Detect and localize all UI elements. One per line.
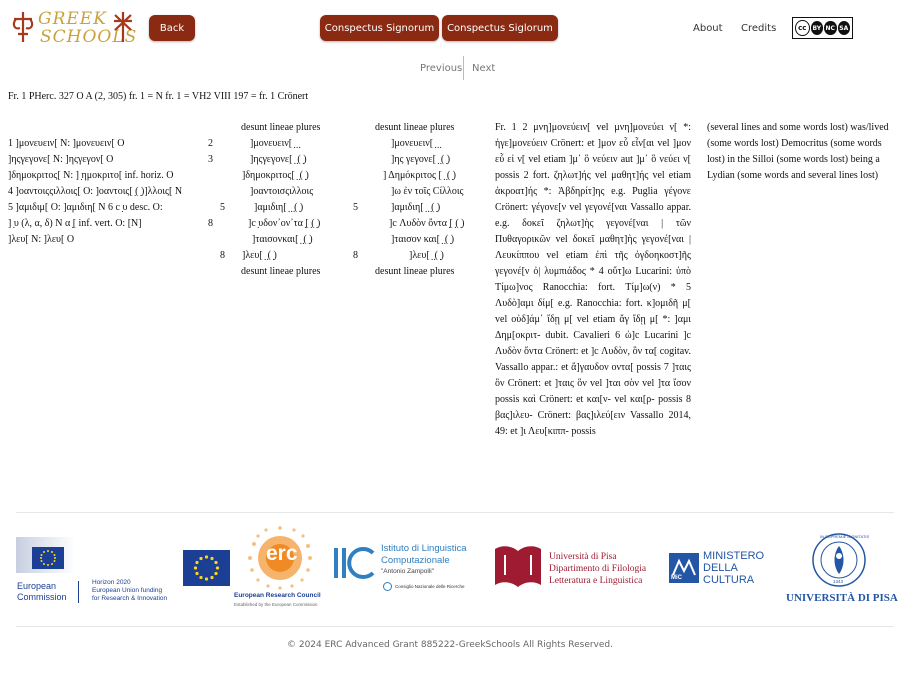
horizon-line3: for Research & Innovation (92, 595, 168, 602)
translation-text: (several lines and some words lost) was/lived (some words lost) Democritus (some words lost) in the Silloi (some words lost) being a Lydian (some words and several lines lost) (707, 122, 889, 181)
eu-flag-icon (32, 547, 64, 569)
col2-line: ]μονευειν[ ̣ ̣ ̣ (250, 138, 300, 149)
mic-line2: DELLA (703, 562, 738, 574)
eu-flag-large-icon (183, 550, 230, 586)
col3-line: ]ης γεγονε[ ̣ ̣( ̣) (391, 154, 451, 165)
cnr-label: Consiglio Nazionale delle Ricerche (395, 584, 465, 589)
unipi-dept-line3: Letteratura e Linguistica (549, 576, 643, 586)
pager-divider (463, 56, 464, 80)
transcription-column-2 (220, 120, 345, 280)
col2-header: desunt lineae plures (241, 122, 321, 133)
nc-icon: NC (824, 21, 837, 35)
col3-line: ]ταισον και[ ̣ ̣( ̣) (391, 234, 455, 245)
logo-line1: GREEK (38, 9, 107, 29)
col2-line: ]λευ[ ̣ ̣( ̣) (242, 250, 277, 261)
cc-license-badge[interactable] (792, 17, 853, 39)
cnr-icon (383, 582, 392, 591)
col1-line: ]λευ[ N: ]λευ[ O (8, 234, 75, 245)
col1-line: ] ̣υ (λ, α, δ) N α ̣[ inf. vert. O: [N] 8 (8, 218, 213, 229)
logo-emblem-icon (10, 10, 36, 44)
next-link[interactable]: Next (472, 63, 496, 74)
col3-num-5: 5 (353, 202, 358, 213)
ilc-line2: Computazionale (381, 555, 450, 566)
col3-footer: desunt lineae plures (375, 266, 455, 277)
ec-name-line2: Commission (17, 592, 67, 602)
erc-name: European Research Council (234, 592, 321, 599)
ilc-line3: "Antonio Zampolli" (381, 568, 435, 575)
col2-line: ]ταισονκαι[ ̣ ̣( ̣) (252, 234, 313, 245)
col1-line: ]δημοκριτος[ N: ] ̣ημοκριτο[ inf. horiz. O (8, 170, 174, 181)
ec-name-line1: European (17, 581, 57, 591)
col1-line: 5 ]αμιδιμ[ O: ]αμιδιη[ N 6 c ̣υ desc. O: (8, 202, 163, 213)
critical-apparatus: Fr. 1 2 μνη]μονεύειν[ vel μνη]μονεύει ν[ *: ἠγε]μονεύειν Crönert: et ]μον εὖ εἶν[αι vel ]μον εὖ εἰ ν[ vel etiam ]μ᾽ ὃ νεύειν aut ]μ᾽ ὃ νεύει ν[ possis 2 fort. ζηλωτ]ής vel μαθητ]ής vel etiam ἀκροατ]ής *: Ἀβδηρίτ]ης e.g. Puglia γέγονε Crönert: γέγονε[ν vel γεγονέ[ναι Vassallo appar. e.g. δοκεῖ ζηλωτ]ὴς γεγονέ[ναι | τῶν Πυθαγορικῶν vel δοκεῖ μαθητ]ὴς γεγονέ[ναι | Λευκίππου vel etiam ἐπὶ τῆς ὀγδοηκοστ]ῆς γεγονέ[ν ὀ| λυμπιάδος * 4 οὕτ]ω Lucarini: ὑπὸ Τίμω]νος Ranocchia: fort. Τίμ]ω(ν) * 5 Λυδὸ]αμι δίμ[ e.g. Ranocchia: fort. κ]ομιδῆ μ[ vel οὐδ]άμ᾽ ἴδῃ μ[ vel etiam ἄγ ἴδῃ μ[ *: ]αμι Δημ[οκριτ- dubit. Cavalieri 6 ὠ]c Lucarini ]c Λυδὸν ὄντα Crönert: et ]c Λυδὸν, ὃν τα[ cogitav. Vassallo appar.: et ἄ]γαυδον οντα[ possis 7 ]ταις ὃν Crönert: et ]ταις ὃν vel ]ται σὸν vel ]τα ἴσον possis καὶ Crönert: et και[ν- vel και[ρ- possis 8 βας]ιλευ- Crönert: βας]ιλεύ[ειν Vassallo 2014, 49: et ]ι Λευ[κιππ- possis (495, 122, 691, 437)
unipi-dept-line2: Dipartimento di Filologia (549, 564, 647, 574)
mic-logo[interactable] (669, 549, 774, 589)
fragment-title: Fr. 1 PHerc. 327 O A (2, 305) fr. 1 = N fr. 1 = VH2 VIII 197 = fr. 1 Crönert (8, 91, 309, 102)
about-link[interactable]: About (693, 23, 723, 34)
col3-line: ] Δημόκριτος [ ̣ ̣( ̣) (383, 170, 456, 181)
col3-header: desunt lineae plures (375, 122, 455, 133)
conspectus-signorum-button[interactable]: Conspectus Signorum (320, 15, 439, 41)
col3-line: ]αμιδιη[ ̣ ̣ ̣( ̣) (391, 202, 441, 213)
horizon-line2: European Union funding (92, 587, 163, 594)
unipi-department-logo[interactable] (493, 541, 663, 597)
open-book-icon (493, 541, 543, 593)
european-commission-logo[interactable] (16, 537, 176, 603)
previous-link[interactable]: Previous (420, 63, 463, 74)
unipi-seal-year: 1343 (833, 579, 844, 584)
unipi-name: UNIVERSITÀ DI PISA (786, 592, 898, 604)
back-button[interactable]: Back (149, 15, 195, 41)
erc-logo[interactable] (232, 524, 324, 612)
mic-line3: CULTURA (703, 574, 755, 586)
cc-icon: cc (795, 20, 810, 36)
transcription-column-3 (353, 120, 485, 280)
erc-tagline: Established by the European Commission (234, 602, 318, 607)
col2-line: ]c ̣υδον᾽ον᾽τα ̣[ ̣( ̣) (248, 218, 321, 229)
ec-divider (78, 581, 79, 603)
col3-num-8: 8 (353, 250, 358, 261)
unipi-dept-line1: Università di Pisa (549, 552, 617, 562)
greekschools-logo[interactable] (10, 10, 138, 48)
col3-line: ]ω ἐν τοῖς Cίλλοις (391, 186, 464, 197)
ilc-logo[interactable] (333, 543, 483, 593)
col1-line: ]ηςγεγονε[ N: ]ηςγεγον[ O 3 (8, 154, 213, 165)
col3-line: ]λευ[ ̣ ̣( ̣) (409, 250, 444, 261)
col3-line: ]μονευειν[ ̣ ̣ ̣ (391, 138, 441, 149)
sa-icon: SA (838, 21, 851, 35)
col2-num-8: 8 (220, 250, 225, 261)
copyright-text: © 2024 ERC Advanced Grant 885222-GreekSchools All Rights Reserved. (286, 640, 613, 650)
ilc-icon (333, 545, 377, 581)
col1-line: 4 ]οαντοιςςιλλοις[ O: ]οαντοις[ ̣( ̣)]λλοις[ N (8, 186, 183, 197)
footer-divider-top (16, 512, 894, 513)
mic-badge: MiC (671, 575, 682, 581)
col2-line: ]ηςγεγονε[ ̣ ̣( ̣) (250, 154, 307, 165)
col2-line: ]οαντοισςιλλοις (250, 186, 314, 197)
ilc-line1: Istituto di Linguistica (381, 543, 467, 554)
col3-line: ]c Λυδὸν ὄντα ̣[ ̣( ̣) (389, 218, 465, 229)
mic-line1: MINISTERO (703, 550, 765, 562)
col1-line: 1 ]μονευειν[ N: ]μονευειν[ O 2 (8, 138, 213, 149)
col2-footer: desunt lineae plures (241, 266, 321, 277)
by-icon: BY (811, 21, 824, 35)
credits-link[interactable]: Credits (741, 23, 777, 34)
col2-line: ]αμιδιη[ ̣ ̣ ̣( ̣) (254, 202, 304, 213)
unipi-seal-text: IN SUPREMÆ DIGNITATIS (820, 534, 870, 539)
erc-wordmark: erc (266, 542, 298, 565)
unipi-logo[interactable] (784, 532, 898, 606)
logo-line2: SCHOOLS (40, 27, 138, 47)
logo-emblem-right-icon (110, 10, 136, 44)
diplomatic-column (8, 136, 213, 256)
col2-num-5: 5 (220, 202, 225, 213)
conspectus-siglorum-button[interactable]: Conspectus Siglorum (442, 15, 558, 41)
col2-line: ]δημοκριτος[ ̣ ̣( ̣) (242, 170, 309, 181)
footer-divider-bottom (16, 626, 894, 627)
horizon-line1: Horizon 2020 (92, 579, 131, 586)
